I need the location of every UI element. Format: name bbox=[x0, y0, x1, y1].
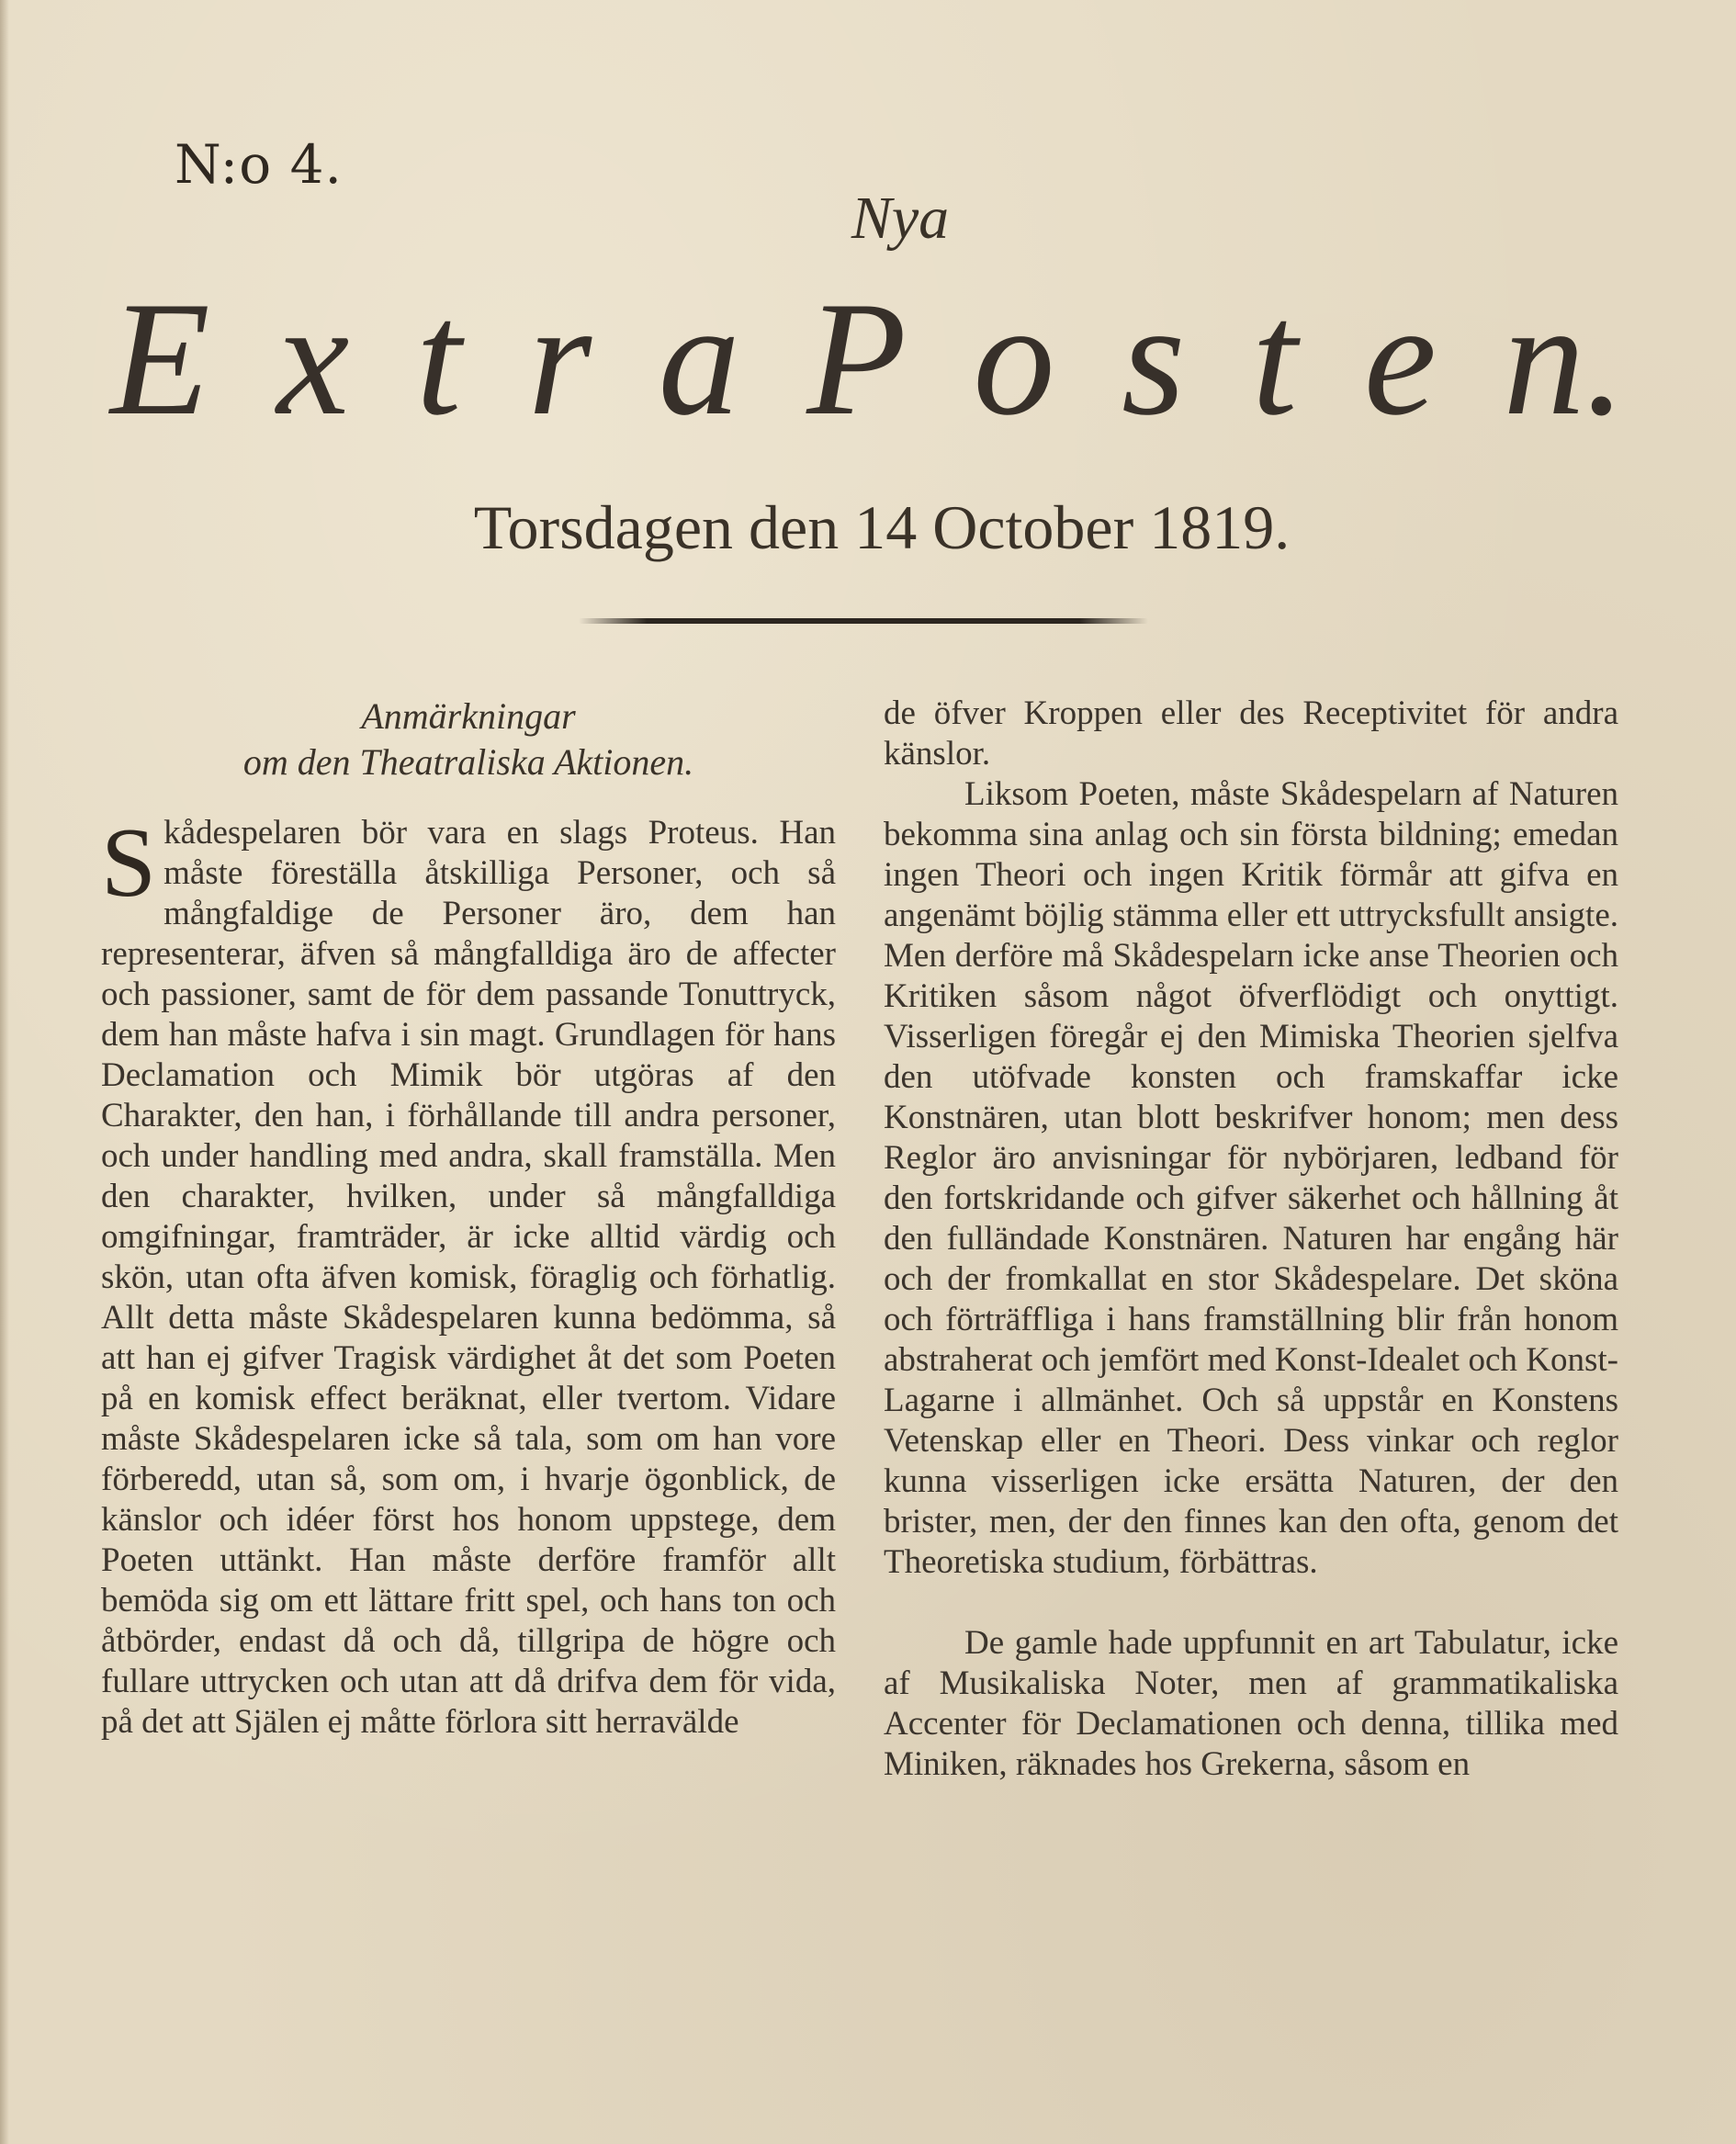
article-paragraph: Liksom Poeten, måste Skådespelarn af Naturen bekomma sina anlag och sin första bildning; emedan ingen Theori och ingen Kritik förmår att gifva en angenämt böjlig stämma eller ett uttrycksfullt ansigte. Men derföre må Skådespelarn icke anse Theorien och Kritiken såsom något öfverflödigt och onyttigt. Visserligen föregår ej den Mimiska Theorien sjelfva den utöfvade konsten och framskaffar icke Konstnären, utan blott beskrifver honom; men dess Reglor äro anvisningar för nybörjaren, ledband för den fortskridande och gifver säkerhet och hållning åt den fulländade Konstnären. Naturen har engång här och der fromkallat en stor Skådespelare. Det sköna och förträffliga i hans framställning blir från honom abstraherat och jemfört med Konst-Idealet och Konst-Lagarne i allmänhet. Och så uppstår en Konstens Vetenskap eller en Theori. Dess vinkar och reglor kunna visserligen icke ersätta Naturen, der den brister, men, der den finnes kan den ofta, genom det Theoretiska studium, förbättras. bbox=[884, 775, 1618, 1581]
masthead-letter: E bbox=[110, 267, 210, 449]
masthead-letter: r bbox=[527, 267, 592, 449]
article-paragraph bbox=[101, 808, 836, 1743]
masthead-title bbox=[110, 267, 1626, 449]
masthead-letter: s bbox=[1122, 267, 1186, 449]
masthead-letter: x bbox=[276, 267, 350, 449]
left-column bbox=[101, 694, 836, 1743]
masthead-letter: t bbox=[1251, 267, 1298, 449]
masthead-letter: a bbox=[658, 267, 740, 449]
article-paragraph: de öfver Kroppen eller des Receptivitet för andra känslor. bbox=[884, 694, 1618, 773]
article-paragraph: De gamle hade uppfunnit en art Tabulatur, icke af Musikaliska Noter, men af grammatikaliska Accenter för Declamationen och denna, tillika med Miniken, räknades hos Grekerna, såsom en bbox=[884, 1624, 1618, 1783]
issue-number: N:o 4. bbox=[175, 133, 343, 196]
issue-date: Torsdagen den 14 October 1819. bbox=[473, 492, 1291, 562]
drop-cap: S bbox=[101, 808, 157, 918]
masthead-letter: t bbox=[415, 267, 462, 449]
masthead-letter: n. bbox=[1503, 267, 1626, 449]
masthead-prefix: Nya bbox=[851, 185, 950, 252]
masthead-letter: e bbox=[1363, 267, 1437, 449]
article-heading-line-1: Anmärkningar bbox=[361, 695, 576, 737]
article-text: kådespelaren bör vara en slags Proteus. Han måste föreställa åtskilliga Personer, och så mångfaldige de Personer äro, dem han representerar, äfven så mångfalldiga äro de affecter och passioner, samt de för dem passande Tonuttryck, dem han måste hafva i sin magt. Grundlagen för hans Declamation och Mimik bör utgöras af den Charakter, den han, i förhållande till andra personer, och under handling med andra, skall framställa. Men den charakter, hvilken, under så mångfalldiga omgifningar, framträder, är icke alltid värdig och skön, utan ofta äfven komisk, föraglig och förhatlig. Allt detta måste Skådespelaren kunna bedömma, så att han ej gifver Tragisk värdighet åt det som Poeten på en komisk effect beräknat, eller tvertom. Vidare måste Skådespelaren icke så tala, som om han vore förberedd, utan så, som om, i hvarje ögonblick, de känslor och idéer först hos honom uppstege, dem Poeten uttänkt. Han måste derföre framför allt bemöda sig om ett lättare fritt spel, och hans ton och åtbörder, endast då och då, tillgripa de högre och fullare uttrycken och utan att då drifva dem för vida, på det att Själen ej måtte förlora sitt herravälde bbox=[101, 814, 836, 1741]
masthead-divider bbox=[579, 618, 1148, 624]
masthead-letter: P bbox=[806, 267, 907, 449]
right-column bbox=[884, 694, 1618, 1785]
article-heading-line-2: om den Theatraliska Aktionen. bbox=[242, 741, 694, 783]
masthead-letter: o bbox=[973, 267, 1055, 449]
